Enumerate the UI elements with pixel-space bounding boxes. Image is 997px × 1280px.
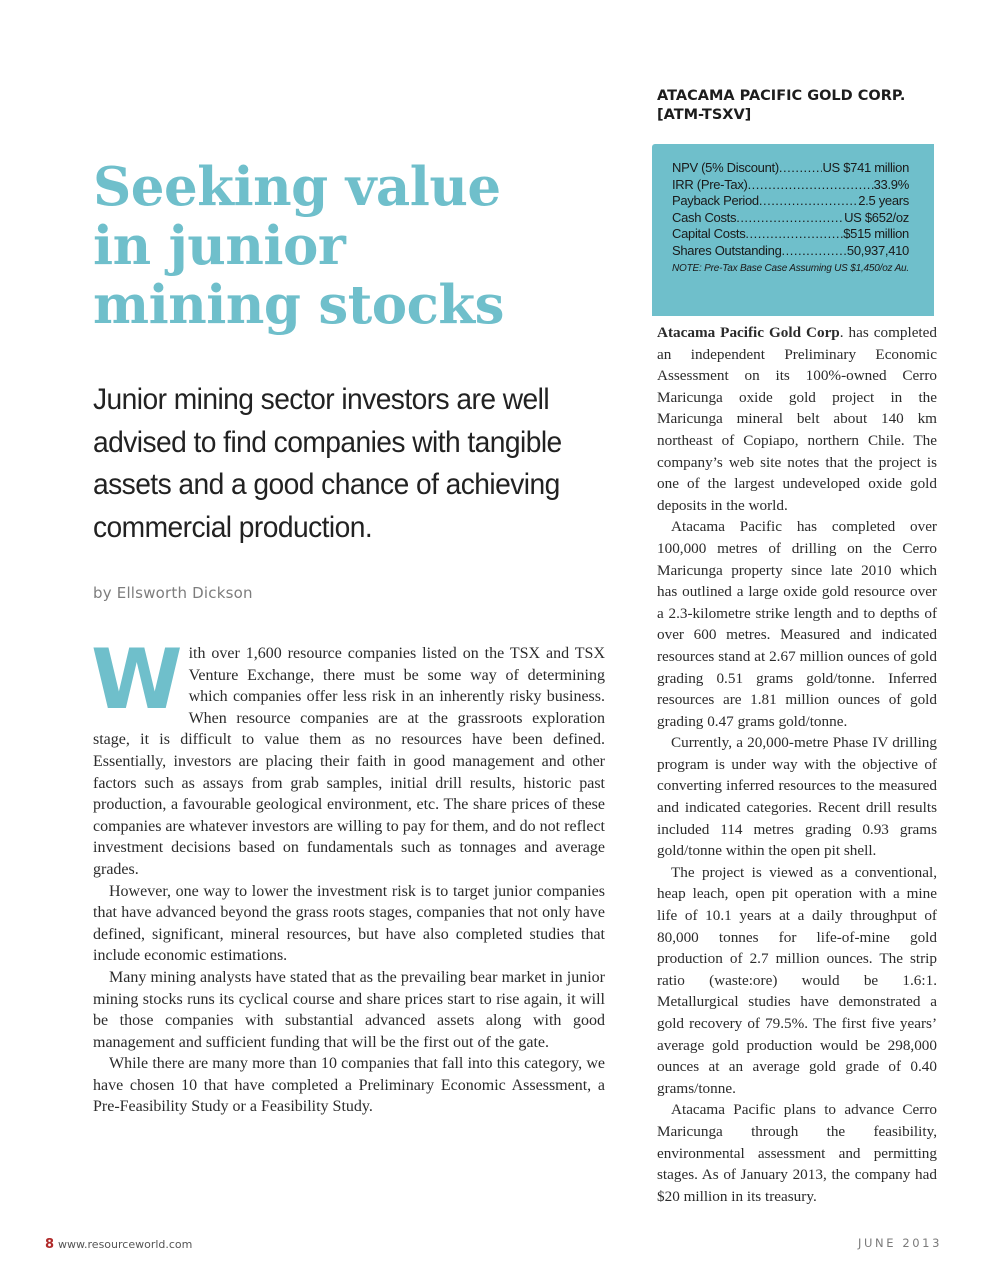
first-paragraph-text: ith over 1,600 resource companies listed on the TSX and TSX Venture Exchange, there must be some way of determining which companies offer less risk in an inherently risky business. When resource companies are at the grassroots exploration stage, it is difficult to value them as no resources have been defined. Essentially, investors are placing their faith in good management and other factors such as assays from grab samples, initial drill results, historic past production, a favourable geological environment, etc. The share prices of these companies are whatever investors are willing to pay for them, and do not reflect investment decisions based on fundamentals such as tonnages and average grades.: [93, 645, 605, 878]
article-paragraph: However, one way to lower the investment risk is to target junior companies that have advanced beyond the grass roots stages, companies that not only have defined, significant, mineral resources, but have also completed studies that include economic estimations.: [93, 882, 605, 965]
article-paragraph: [91, 631, 605, 881]
issue-date: JUNE 2013: [858, 1236, 942, 1250]
page-number: 8: [45, 1237, 55, 1252]
dot-leader: [759, 193, 858, 210]
stat-label: Cash Costs: [672, 209, 737, 225]
stat-value: $515 million: [843, 226, 909, 242]
sidebar-paragraph: Atacama Pacific has completed over 100,000 metres of drilling on the Cerro Maricunga property since late 2010 which has outlined a large oxide gold resource over a 2.3-kilometre strike length and to depths of over 600 metres. Measured and indicated resources stand at 2.67 million ounces of gold grading 0.51 grams gold/tonne. Inferred resources are 1.81 million ounces of gold grading 0.47 grams gold/tonne.: [657, 518, 937, 730]
company-title: [657, 87, 947, 125]
stat-row-irr: [672, 177, 909, 194]
lead-company-name: Atacama Pacific Gold Corp: [657, 324, 840, 341]
stat-row-capital-costs: [672, 226, 909, 243]
stat-row-npv: [672, 160, 909, 177]
sidebar-first-paragraph-text: . has completed an independent Preliminary Economic Assessment on its 100%-owned Cerro Maricunga oxide gold project in the Maricunga mineral belt about 140 km northeast of Copiapo, northern Chile. The company’s web site notes that the project is one of the largest undeveloped oxide gold deposits in the world.: [657, 324, 937, 514]
stat-value: 33.9%: [873, 176, 909, 192]
headline-line: in junior: [93, 215, 346, 277]
drop-cap: W: [91, 631, 183, 728]
stat-value: 50,937,410: [846, 242, 909, 258]
company-ticker: [ATM-TSXV]: [657, 107, 752, 123]
stat-value: US $741 million: [822, 160, 909, 175]
stat-label: Shares Outstanding: [672, 242, 782, 258]
stat-label: Capital Costs: [672, 226, 746, 242]
headline-line: mining stocks: [93, 274, 504, 336]
sidebar-paragraph: The project is viewed as a conventional, heap leach, open pit operation with a mine life of 10.1 years at a daily throughput of 80,000 tonnes for life-of-mine gold production of 2.7 million ounces. The strip ratio (waste:ore) would be 1.6:1. Metallurgical studies have demonstrated a gold recovery of 79.5%. The first five years’ average gold production would be 298,000 ounces at an average gold grade of 0.40 grams/tonne.: [657, 863, 937, 1097]
sidebar-paragraph: Currently, a 20,000-metre Phase IV drilling program is under way with the objective of converting inferred resources to the measured and indicated categories. Recent drill results included 114 metres grading 0.93 grams gold/tonne within the open pit shell.: [657, 734, 937, 860]
company-name-heading: ATACAMA PACIFIC GOLD CORP.: [657, 88, 906, 104]
dot-leader: [779, 160, 823, 177]
website-link[interactable]: www.resourceworld.com: [58, 1238, 193, 1251]
byline: by Ellsworth Dickson: [93, 584, 253, 602]
stat-label: NPV (5% Discount): [672, 160, 779, 175]
article-body-right: [657, 322, 937, 1207]
dot-leader: [736, 210, 844, 227]
headline-line: Seeking value: [93, 156, 501, 218]
article-paragraph: Many mining analysts have stated that as the prevailing bear market in junior mining stocks runs its cyclical course and share prices start to rise again, it will be those companies with substantial advanced assets along with good management and sufficient funding that will be the first out of the gate.: [93, 968, 605, 1051]
stat-label: IRR (Pre-Tax): [672, 176, 748, 192]
stat-row-payback: [672, 193, 909, 210]
sidebar-paragraph: [657, 322, 937, 516]
dot-leader: [782, 243, 847, 260]
stat-row-shares: [672, 243, 909, 260]
stats-table: [672, 160, 909, 260]
dot-leader: [748, 177, 874, 194]
stat-value: US $652/oz: [844, 209, 909, 225]
headline: [93, 158, 623, 335]
stat-row-cash-costs: [672, 210, 909, 227]
sidebar-paragraph: Atacama Pacific plans to advance Cerro Maricunga through the feasibility, environmental assessment and permitting stages. As of January 2013, the company had $20 million in its treasury.: [657, 1101, 937, 1205]
stats-note: NOTE: Pre-Tax Base Case Assuming US $1,450/oz Au.: [672, 263, 909, 274]
deck-subtitle: Junior mining sector investors are well advised to find companies with tangible assets and a good chance of achieving commercial production.: [93, 383, 562, 544]
article-paragraph: While there are many more than 10 companies that fall into this category, we have chosen 10 that have completed a Preliminary Economic Assessment, a Pre-Feasibility Study or a Feasibility Study.: [93, 1055, 605, 1116]
stat-label: Payback Period: [672, 193, 759, 209]
stat-value: 2.5 years: [858, 193, 909, 209]
footer-left: [45, 1237, 192, 1252]
dot-leader: [745, 226, 843, 243]
article-body-left: [91, 631, 605, 1118]
